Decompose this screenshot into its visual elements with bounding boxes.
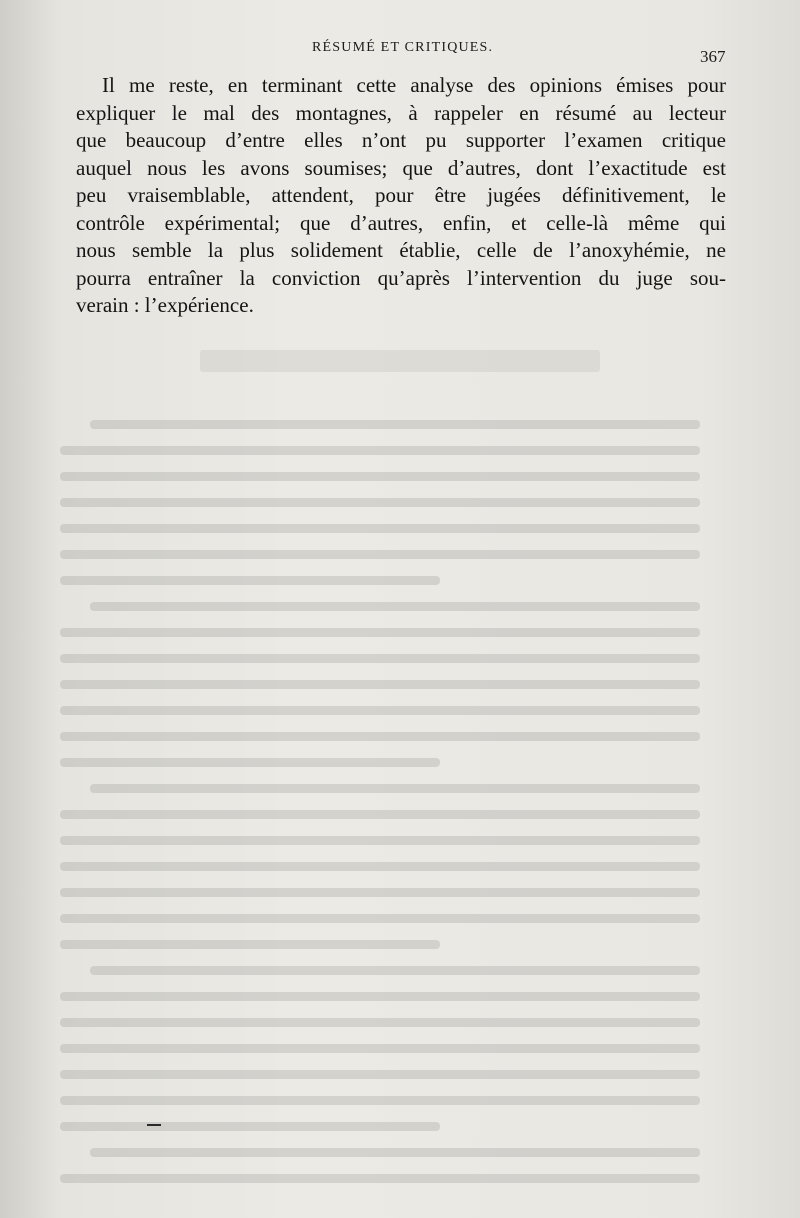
paragraph-line: expliquer le mal des montagnes, à rappeler en résumé au lecteur (76, 100, 726, 125)
bleed-line-shape (60, 1096, 700, 1105)
bleed-line-shape (60, 576, 440, 585)
bleed-line-shape (60, 940, 440, 949)
bleed-line-shape (60, 862, 700, 871)
paragraph-line: nous semble la plus solidement établie, celle de l’anoxyhémie, ne (76, 238, 726, 262)
bleed-line-shape (90, 420, 700, 429)
bleed-line-shape (90, 784, 700, 793)
bleed-line-shape (60, 706, 700, 715)
paragraph-line: verain : l’expérience. (76, 293, 254, 317)
stray-mark (147, 1124, 161, 1126)
body-paragraph (76, 72, 726, 320)
bleed-line-shape (60, 550, 700, 559)
bleed-line-shape (60, 992, 700, 1001)
bleed-line-shape (60, 654, 700, 663)
paragraph-line: que beaucoup d’entre elles n’ont pu supporter l’examen critique (76, 128, 726, 152)
bleed-line-shape (90, 1148, 700, 1157)
bleed-line-shape (60, 628, 700, 637)
bleed-line-shape (60, 446, 700, 455)
bleed-line-shape (60, 810, 700, 819)
paragraph-line: pourra entraîner la conviction qu’après l’intervention du juge sou- (76, 265, 726, 290)
bleed-line-shape (60, 1174, 700, 1183)
bleed-line-shape (90, 602, 700, 611)
paragraph-line: contrôle expérimental; que d’autres, enfin, et celle-là même qui (76, 210, 726, 235)
bleed-line-shape (60, 498, 700, 507)
bleed-line-shape (60, 524, 700, 533)
bleed-line-shape (60, 914, 700, 923)
running-head: RÉSUMÉ ET CRITIQUES. (312, 40, 494, 55)
bleed-line-shape (60, 732, 700, 741)
reverse-page-bleed-through (60, 270, 720, 1150)
page-number: 367 (700, 47, 726, 66)
bleed-line-shape (60, 1070, 700, 1079)
paragraph-line: auquel nous les avons soumises; que d’autres, dont l’exactitude est (76, 155, 726, 180)
paragraph-line: Il me reste, en terminant cette analyse des opinions émises pour (102, 73, 726, 97)
bleed-line-shape (60, 1018, 700, 1027)
paragraph-line: peu vraisemblable, attendent, pour être jugées définitivement, le (76, 183, 726, 207)
bleed-line-shape (60, 1122, 440, 1131)
bleed-heading-shape (200, 350, 600, 372)
bleed-line-shape (60, 472, 700, 481)
bleed-line-shape (90, 966, 700, 975)
bleed-line-shape (60, 1044, 700, 1053)
bleed-line-shape (60, 888, 700, 897)
bleed-line-shape (60, 836, 700, 845)
bleed-line-shape (60, 680, 700, 689)
bleed-line-shape (60, 758, 440, 767)
